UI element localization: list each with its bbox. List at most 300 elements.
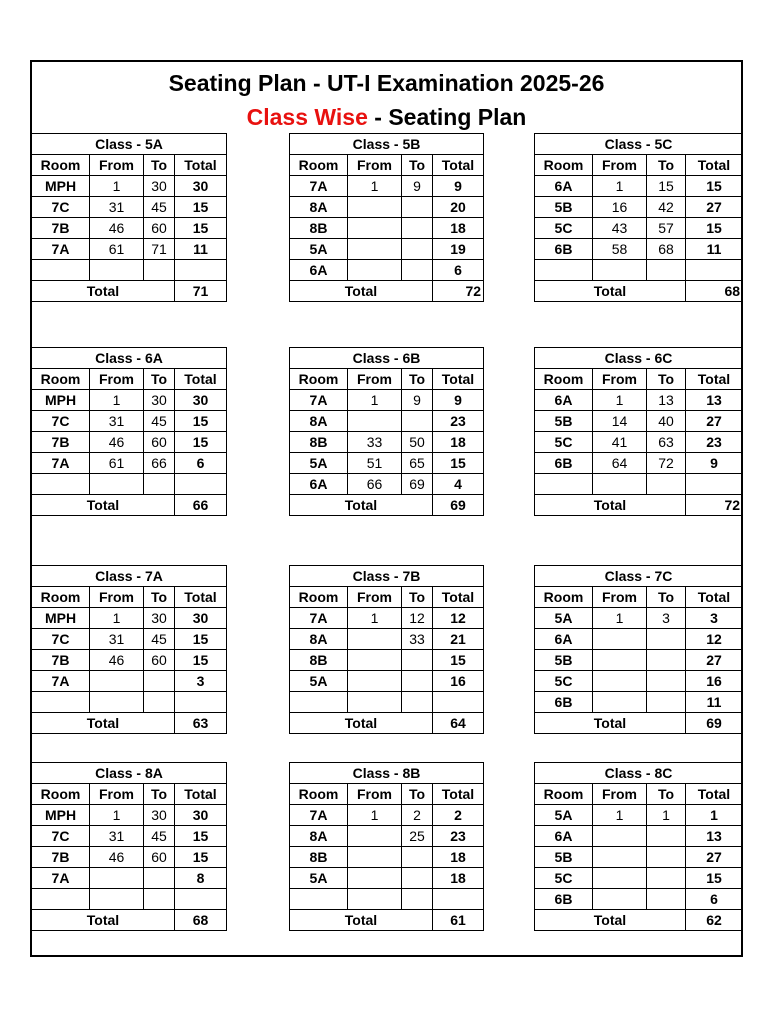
total-cell: 9	[433, 176, 484, 197]
class-caption: Class - 8B	[290, 763, 484, 784]
table-total-row	[290, 495, 484, 516]
total-label: Total	[535, 495, 686, 516]
total-label: Total	[535, 910, 686, 931]
from-cell: 58	[593, 239, 647, 260]
table-header-row	[535, 155, 743, 176]
table-row	[290, 239, 484, 260]
from-cell	[593, 826, 647, 847]
table-total-row	[32, 910, 227, 931]
header-from: From	[348, 369, 402, 390]
total-cell: 20	[433, 197, 484, 218]
table-caption-row	[290, 348, 484, 369]
total-cell: 4	[433, 474, 484, 495]
room-cell: 7A	[32, 239, 90, 260]
table-caption-row	[32, 566, 227, 587]
total-cell: 15	[433, 453, 484, 474]
grand-total-value: 72	[686, 495, 743, 516]
to-cell	[647, 692, 686, 713]
header-from: From	[593, 155, 647, 176]
from-cell	[348, 889, 402, 910]
table-row	[535, 608, 743, 629]
total-cell: 30	[175, 608, 227, 629]
table-row	[290, 692, 484, 713]
table-row	[535, 260, 743, 281]
total-cell: 11	[686, 239, 743, 260]
room-cell: MPH	[32, 176, 90, 197]
room-cell: MPH	[32, 805, 90, 826]
to-cell	[402, 868, 433, 889]
header-room: Room	[290, 155, 348, 176]
from-cell: 1	[593, 176, 647, 197]
from-cell: 61	[90, 239, 144, 260]
from-cell	[593, 692, 647, 713]
table-row	[290, 868, 484, 889]
header-from: From	[348, 784, 402, 805]
table-row	[32, 197, 227, 218]
table-caption-row	[290, 566, 484, 587]
seating-table-class6b	[289, 347, 484, 516]
header-from: From	[90, 587, 144, 608]
to-cell: 69	[402, 474, 433, 495]
room-cell: 7B	[32, 650, 90, 671]
room-cell: 8B	[290, 218, 348, 239]
total-cell: 23	[433, 411, 484, 432]
from-cell: 43	[593, 218, 647, 239]
table-caption-row	[535, 763, 743, 784]
total-cell	[175, 889, 227, 910]
room-cell: 5A	[290, 671, 348, 692]
from-cell	[348, 650, 402, 671]
table-row	[535, 197, 743, 218]
header-total: Total	[433, 369, 484, 390]
header-to: To	[144, 587, 175, 608]
table-header-row	[290, 587, 484, 608]
total-label: Total	[535, 281, 686, 302]
table-caption-row	[32, 134, 227, 155]
seating-table-class5a	[31, 133, 227, 302]
class-caption: Class - 8C	[535, 763, 743, 784]
table-row	[290, 176, 484, 197]
total-cell: 15	[433, 650, 484, 671]
table-row	[535, 390, 743, 411]
total-label: Total	[290, 495, 433, 516]
to-cell: 65	[402, 453, 433, 474]
to-cell	[144, 868, 175, 889]
header-total: Total	[175, 369, 227, 390]
to-cell	[402, 671, 433, 692]
header-total: Total	[175, 587, 227, 608]
class-caption: Class - 5A	[32, 134, 227, 155]
table-header-row	[535, 369, 743, 390]
table-row	[290, 847, 484, 868]
grand-total-value: 63	[175, 713, 227, 734]
room-cell: 7A	[32, 453, 90, 474]
header-total: Total	[686, 587, 743, 608]
grand-total-value: 69	[686, 713, 743, 734]
room-cell: 7A	[290, 805, 348, 826]
to-cell: 57	[647, 218, 686, 239]
header-room: Room	[32, 369, 90, 390]
header-total: Total	[686, 784, 743, 805]
to-cell: 1	[647, 805, 686, 826]
to-cell	[647, 868, 686, 889]
header-room: Room	[535, 155, 593, 176]
to-cell: 15	[647, 176, 686, 197]
total-cell	[175, 692, 227, 713]
room-cell: 5C	[535, 218, 593, 239]
total-cell: 23	[433, 826, 484, 847]
room-cell: 5B	[535, 411, 593, 432]
header-room: Room	[32, 587, 90, 608]
to-cell: 30	[144, 608, 175, 629]
table-row	[32, 218, 227, 239]
room-cell	[535, 474, 593, 495]
room-cell: 7A	[32, 868, 90, 889]
grand-total-value: 68	[686, 281, 743, 302]
total-label: Total	[290, 713, 433, 734]
room-cell: 6B	[535, 692, 593, 713]
header-to: To	[647, 784, 686, 805]
total-cell: 15	[686, 868, 743, 889]
from-cell: 1	[90, 805, 144, 826]
table-total-row	[290, 910, 484, 931]
table-header-row	[32, 784, 227, 805]
to-cell: 25	[402, 826, 433, 847]
header-to: To	[647, 369, 686, 390]
total-cell: 9	[686, 453, 743, 474]
total-cell: 15	[175, 826, 227, 847]
to-cell	[144, 474, 175, 495]
total-cell: 6	[433, 260, 484, 281]
room-cell: 5C	[535, 432, 593, 453]
class-caption: Class - 5B	[290, 134, 484, 155]
room-cell	[535, 260, 593, 281]
total-cell: 9	[433, 390, 484, 411]
from-cell	[348, 629, 402, 650]
total-cell: 30	[175, 805, 227, 826]
total-cell: 30	[175, 176, 227, 197]
room-cell: 5B	[535, 197, 593, 218]
table-row	[32, 176, 227, 197]
table-row	[290, 197, 484, 218]
to-cell	[144, 692, 175, 713]
total-cell: 12	[686, 629, 743, 650]
to-cell: 9	[402, 390, 433, 411]
room-cell: 6A	[290, 260, 348, 281]
table-caption-row	[32, 348, 227, 369]
total-label: Total	[32, 281, 175, 302]
seating-table-class7c	[534, 565, 743, 734]
room-cell: 7C	[32, 197, 90, 218]
table-row	[32, 411, 227, 432]
to-cell: 3	[647, 608, 686, 629]
to-cell	[402, 218, 433, 239]
total-cell: 27	[686, 411, 743, 432]
from-cell	[90, 692, 144, 713]
total-cell: 2	[433, 805, 484, 826]
table-row	[535, 805, 743, 826]
table-header-row	[32, 155, 227, 176]
to-cell: 40	[647, 411, 686, 432]
table-total-row	[32, 281, 227, 302]
total-cell: 15	[175, 218, 227, 239]
from-cell: 64	[593, 453, 647, 474]
table-row	[290, 432, 484, 453]
header-from: From	[593, 784, 647, 805]
class-caption: Class - 6B	[290, 348, 484, 369]
to-cell: 50	[402, 432, 433, 453]
from-cell	[348, 826, 402, 847]
table-total-row	[535, 910, 743, 931]
room-cell: 5C	[535, 868, 593, 889]
header-to: To	[402, 369, 433, 390]
room-cell: 6A	[290, 474, 348, 495]
total-label: Total	[290, 910, 433, 931]
room-cell	[32, 692, 90, 713]
from-cell	[593, 847, 647, 868]
table-row	[535, 889, 743, 910]
table-total-row	[290, 281, 484, 302]
table-row	[32, 390, 227, 411]
from-cell: 1	[348, 176, 402, 197]
to-cell: 30	[144, 176, 175, 197]
table-row	[535, 432, 743, 453]
to-cell: 60	[144, 218, 175, 239]
header-total: Total	[433, 784, 484, 805]
room-cell: 6A	[535, 826, 593, 847]
table-row	[32, 671, 227, 692]
total-cell	[686, 260, 743, 281]
total-cell: 16	[686, 671, 743, 692]
room-cell	[290, 889, 348, 910]
to-cell	[647, 260, 686, 281]
from-cell: 31	[90, 411, 144, 432]
grand-total-value: 61	[433, 910, 484, 931]
to-cell: 45	[144, 197, 175, 218]
to-cell	[144, 671, 175, 692]
table-row	[32, 889, 227, 910]
to-cell: 9	[402, 176, 433, 197]
from-cell: 1	[348, 390, 402, 411]
room-cell: 7B	[32, 432, 90, 453]
seating-table-class5c	[534, 133, 743, 302]
total-cell: 3	[686, 608, 743, 629]
table-row	[535, 453, 743, 474]
from-cell	[90, 474, 144, 495]
from-cell	[593, 671, 647, 692]
table-header-row	[535, 587, 743, 608]
from-cell: 1	[90, 390, 144, 411]
room-cell: 6A	[535, 629, 593, 650]
table-header-row	[290, 155, 484, 176]
grand-total-value: 72	[433, 281, 484, 302]
grand-total-value: 62	[686, 910, 743, 931]
class-caption: Class - 6A	[32, 348, 227, 369]
table-row	[535, 650, 743, 671]
to-cell: 30	[144, 805, 175, 826]
total-cell: 6	[175, 453, 227, 474]
table-row	[290, 411, 484, 432]
total-cell: 15	[686, 176, 743, 197]
total-cell: 8	[175, 868, 227, 889]
room-cell: 5A	[290, 453, 348, 474]
total-cell: 13	[686, 390, 743, 411]
from-cell: 33	[348, 432, 402, 453]
grand-total-value: 68	[175, 910, 227, 931]
table-row	[535, 239, 743, 260]
table-caption-row	[290, 134, 484, 155]
from-cell: 66	[348, 474, 402, 495]
total-cell: 21	[433, 629, 484, 650]
total-label: Total	[535, 713, 686, 734]
table-caption-row	[535, 134, 743, 155]
table-row	[535, 411, 743, 432]
from-cell	[90, 260, 144, 281]
total-label: Total	[32, 495, 175, 516]
total-cell: 15	[686, 218, 743, 239]
from-cell: 41	[593, 432, 647, 453]
total-cell	[175, 474, 227, 495]
total-cell: 18	[433, 847, 484, 868]
table-row	[32, 453, 227, 474]
table-row	[290, 671, 484, 692]
class-caption: Class - 6C	[535, 348, 743, 369]
table-row	[32, 432, 227, 453]
table-row	[290, 608, 484, 629]
header-room: Room	[535, 369, 593, 390]
header-room: Room	[290, 369, 348, 390]
total-cell: 30	[175, 390, 227, 411]
room-cell: 5B	[535, 847, 593, 868]
from-cell: 1	[593, 805, 647, 826]
total-cell: 15	[175, 629, 227, 650]
table-row	[32, 692, 227, 713]
table-header-row	[290, 784, 484, 805]
table-row	[535, 826, 743, 847]
to-cell: 60	[144, 432, 175, 453]
class-caption: Class - 7A	[32, 566, 227, 587]
table-row	[290, 650, 484, 671]
to-cell	[144, 260, 175, 281]
from-cell	[593, 868, 647, 889]
total-cell: 27	[686, 847, 743, 868]
table-row	[290, 805, 484, 826]
total-cell: 11	[175, 239, 227, 260]
room-cell: 5C	[535, 671, 593, 692]
header-total: Total	[433, 155, 484, 176]
header-from: From	[90, 369, 144, 390]
table-row	[535, 671, 743, 692]
room-cell: 6A	[535, 390, 593, 411]
table-row	[32, 239, 227, 260]
from-cell: 1	[593, 608, 647, 629]
room-cell: 7C	[32, 629, 90, 650]
total-cell: 27	[686, 650, 743, 671]
table-total-row	[290, 713, 484, 734]
grand-total-value: 69	[433, 495, 484, 516]
total-cell: 27	[686, 197, 743, 218]
table-row	[535, 692, 743, 713]
header-to: To	[402, 587, 433, 608]
grand-total-value: 64	[433, 713, 484, 734]
class-caption: Class - 5C	[535, 134, 743, 155]
room-cell	[32, 260, 90, 281]
header-total: Total	[686, 155, 743, 176]
total-label: Total	[32, 713, 175, 734]
from-cell	[348, 197, 402, 218]
table-header-row	[290, 369, 484, 390]
header-room: Room	[535, 784, 593, 805]
seating-table-class6c	[534, 347, 743, 516]
seating-table-class5b	[289, 133, 484, 302]
header-total: Total	[686, 369, 743, 390]
from-cell	[348, 239, 402, 260]
room-cell: 8A	[290, 411, 348, 432]
room-cell: 7A	[32, 671, 90, 692]
total-cell: 6	[686, 889, 743, 910]
total-cell	[686, 474, 743, 495]
room-cell: 5A	[290, 868, 348, 889]
table-row	[535, 868, 743, 889]
table-row	[535, 474, 743, 495]
to-cell	[402, 197, 433, 218]
table-row	[290, 390, 484, 411]
from-cell	[348, 692, 402, 713]
from-cell	[348, 847, 402, 868]
from-cell: 1	[90, 176, 144, 197]
table-header-row	[32, 369, 227, 390]
to-cell	[402, 650, 433, 671]
from-cell	[348, 218, 402, 239]
table-row	[32, 805, 227, 826]
room-cell: 6B	[535, 889, 593, 910]
from-cell: 31	[90, 826, 144, 847]
from-cell	[348, 260, 402, 281]
table-row	[32, 847, 227, 868]
room-cell: 7B	[32, 847, 90, 868]
room-cell: 6B	[535, 453, 593, 474]
total-cell: 19	[433, 239, 484, 260]
header-room: Room	[32, 784, 90, 805]
header-from: From	[90, 155, 144, 176]
header-total: Total	[175, 784, 227, 805]
room-cell: 5A	[535, 805, 593, 826]
table-row	[290, 453, 484, 474]
table-caption-row	[535, 566, 743, 587]
from-cell: 1	[348, 608, 402, 629]
header-from: From	[593, 587, 647, 608]
total-cell: 15	[175, 411, 227, 432]
total-cell: 18	[433, 218, 484, 239]
room-cell: 7C	[32, 826, 90, 847]
room-cell: 6B	[535, 239, 593, 260]
to-cell: 66	[144, 453, 175, 474]
table-row	[290, 889, 484, 910]
room-cell: 5A	[290, 239, 348, 260]
table-row	[535, 629, 743, 650]
room-cell: 8B	[290, 650, 348, 671]
header-to: To	[144, 155, 175, 176]
to-cell: 45	[144, 826, 175, 847]
table-caption-row	[32, 763, 227, 784]
to-cell	[647, 847, 686, 868]
to-cell	[647, 826, 686, 847]
table-caption-row	[535, 348, 743, 369]
to-cell: 71	[144, 239, 175, 260]
to-cell	[647, 629, 686, 650]
total-cell	[433, 692, 484, 713]
to-cell	[647, 474, 686, 495]
